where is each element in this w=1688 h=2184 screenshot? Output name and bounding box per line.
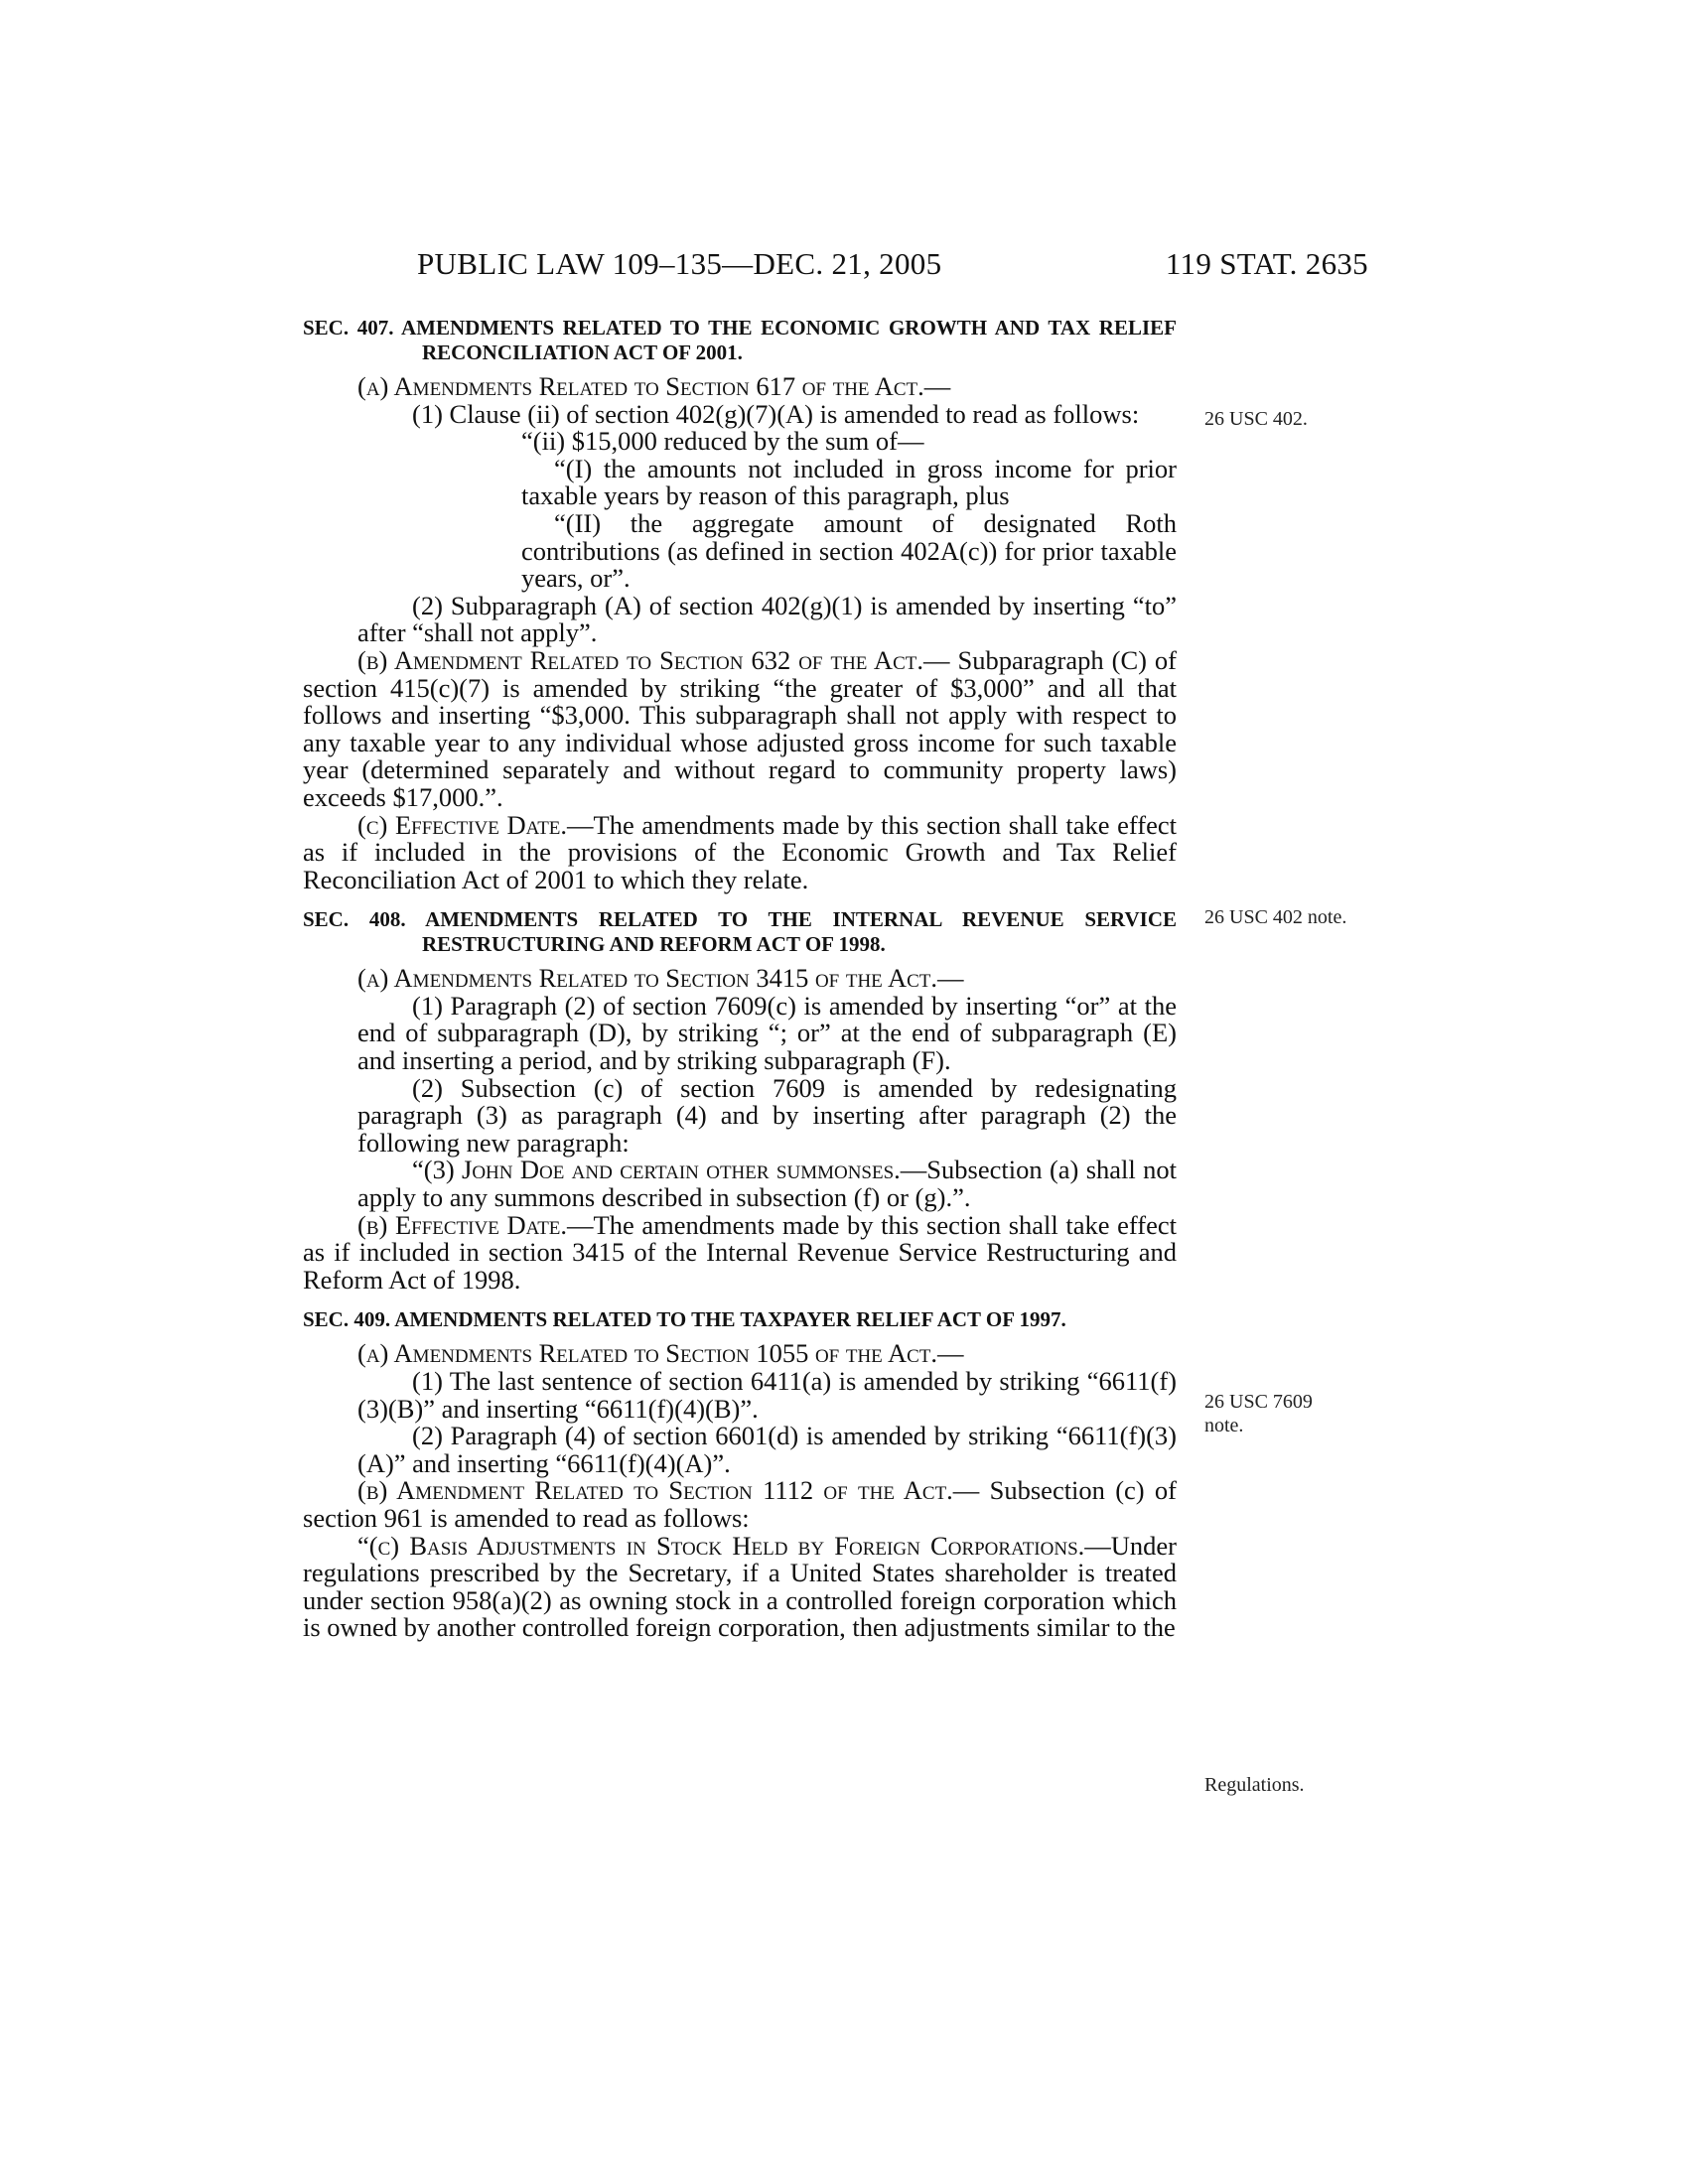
sec407-c bbox=[303, 809, 1177, 894]
running-head-title: PUBLIC LAW 109–135—DEC. 21, 2005 bbox=[417, 246, 942, 281]
sec409-b bbox=[303, 1477, 1177, 1532]
sec408-a1: (1) Paragraph (2) of section 7609(c) is amended by inserting “or” at the end of subparagraph (D), by striking “; or” at the end of subparagraph (E) and inserting a period, and by striking subparagraph (F). bbox=[357, 990, 1177, 1076]
sec407-c-text: —The amendments made by this section shall take effect as if included in the provisions of the Economic Growth and Tax Relief Reconciliation Act of 2001 to which they relate. bbox=[303, 809, 1177, 894]
sec407-b-label: (b) Amendment Related to Section 632 of the Act.— bbox=[357, 644, 950, 675]
sec408-a2: (2) Subsection (c) of section 7609 is amended by redesignating paragraph (3) as paragraph (4) and by inserting after paragraph (2) the following new paragraph: bbox=[357, 1072, 1177, 1158]
sec407-c-label: (c) Effective Date. bbox=[357, 809, 568, 840]
section-407-heading: SEC. 407. AMENDMENTS RELATED TO THE ECONOMIC GROWTH AND TAX RELIEF RECONCILIATION ACT OF 2001. bbox=[303, 316, 1177, 364]
sec409-c-quote-text: —Under regulations prescribed by the Secretary, if a United States shareholder is treated under section 958(a)(2) as owning stock in a controlled foreign corporation which is owned by another controlled foreign corporation, then adjustments similar to the bbox=[303, 1530, 1177, 1643]
document-body bbox=[303, 316, 1177, 1642]
sec409-c-quote-label: “(c) Basis Adjustments in Stock Held by Foreign Corporations. bbox=[357, 1530, 1085, 1561]
margin-note-26usc402: 26 USC 402. bbox=[1204, 408, 1308, 430]
section-409-heading: SEC. 409. AMENDMENTS RELATED TO THE TAXPAYER RELIEF ACT OF 1997. bbox=[303, 1307, 1066, 1332]
sec407-b bbox=[303, 644, 1178, 812]
margin-note-26usc7609-note: 26 USC 7609 note. bbox=[1204, 1391, 1313, 1436]
page-header bbox=[417, 246, 1368, 286]
sec407-a2: (2) Subparagraph (A) of section 402(g)(1) is amended by inserting “to” after “shall not apply”. bbox=[357, 590, 1177, 648]
section-408-heading: SEC. 408. AMENDMENTS RELATED TO THE INTERNAL REVENUE SERVICE RESTRUCTURING AND REFORM ACT OF 1998. bbox=[303, 907, 1177, 957]
sec409-b-label: (b) Amendment Related to Section 1112 of the Act.— bbox=[357, 1475, 980, 1506]
sec407-b-text: Subparagraph (C) of section 415(c)(7) is amended by striking “the greater of $3,000” and all that follows and inserting “$3,000. This subparagraph shall not apply with respect to any taxable year to any individual whose adjusted gross income for such taxable year (determined separately and without regard to community property laws) exceeds $17,000.”. bbox=[303, 644, 1178, 812]
sec409-a1: (1) The last sentence of section 6411(a) is amended by striking “6611(f)(3)(B)” and inserting “6611(f)(4)(B)”. bbox=[357, 1366, 1177, 1424]
sec409-b-text: Subsection (c) of section 961 is amended to read as follows: bbox=[303, 1475, 1178, 1533]
statute-page-number: 119 STAT. 2635 bbox=[1165, 246, 1368, 281]
sec408-a2-quote-label: “(3) John Doe and certain other summonses. bbox=[412, 1155, 901, 1185]
sec407-a1-II: “(II) the aggregate amount of designated Roth contributions (as defined in section 402A(c)) for prior taxable years, or”. bbox=[521, 507, 1177, 594]
sec409-c-quote bbox=[303, 1530, 1177, 1643]
sec407-a1-I: “(I) the amounts not included in gross income for prior taxable years by reason of this paragraph, plus bbox=[521, 453, 1177, 511]
sec408-a2-quote bbox=[303, 1157, 1177, 1211]
margin-note-regulations: Regulations. bbox=[1204, 1774, 1305, 1796]
sec408-b-text: —The amendments made by this section shall take effect as if included in section 3415 of the Internal Revenue Service Restructuring and Reform Act of 1998. bbox=[303, 1209, 1177, 1295]
sec409-a2: (2) Paragraph (4) of section 6601(d) is amended by striking “6611(f)(3)(A)” and inserting “6611(f)(4)(A)”. bbox=[357, 1421, 1177, 1478]
sec408-a-label: (a) Amendments Related to Section 3415 of the Act.— bbox=[357, 963, 964, 994]
sec408-b-label: (b) Effective Date. bbox=[357, 1209, 568, 1240]
sec408-a2-quote-text: —Subsection (a) shall not apply to any summons described in subsection (f) or (g).”. bbox=[357, 1155, 1177, 1213]
sec407-a-label: (a) Amendments Related to Section 617 of the Act.— bbox=[357, 371, 951, 401]
sec409-a-label: (a) Amendments Related to Section 1055 of the Act.— bbox=[357, 1338, 964, 1369]
sec408-b bbox=[303, 1209, 1177, 1295]
sec407-a1-ii: “(ii) $15,000 reduced by the sum of— bbox=[521, 426, 924, 457]
margin-note-26usc402-note: 26 USC 402 note. bbox=[1204, 906, 1347, 928]
sec407-a1: (1) Clause (ii) of section 402(g)(7)(A) is amended to read as follows: bbox=[412, 398, 1140, 429]
